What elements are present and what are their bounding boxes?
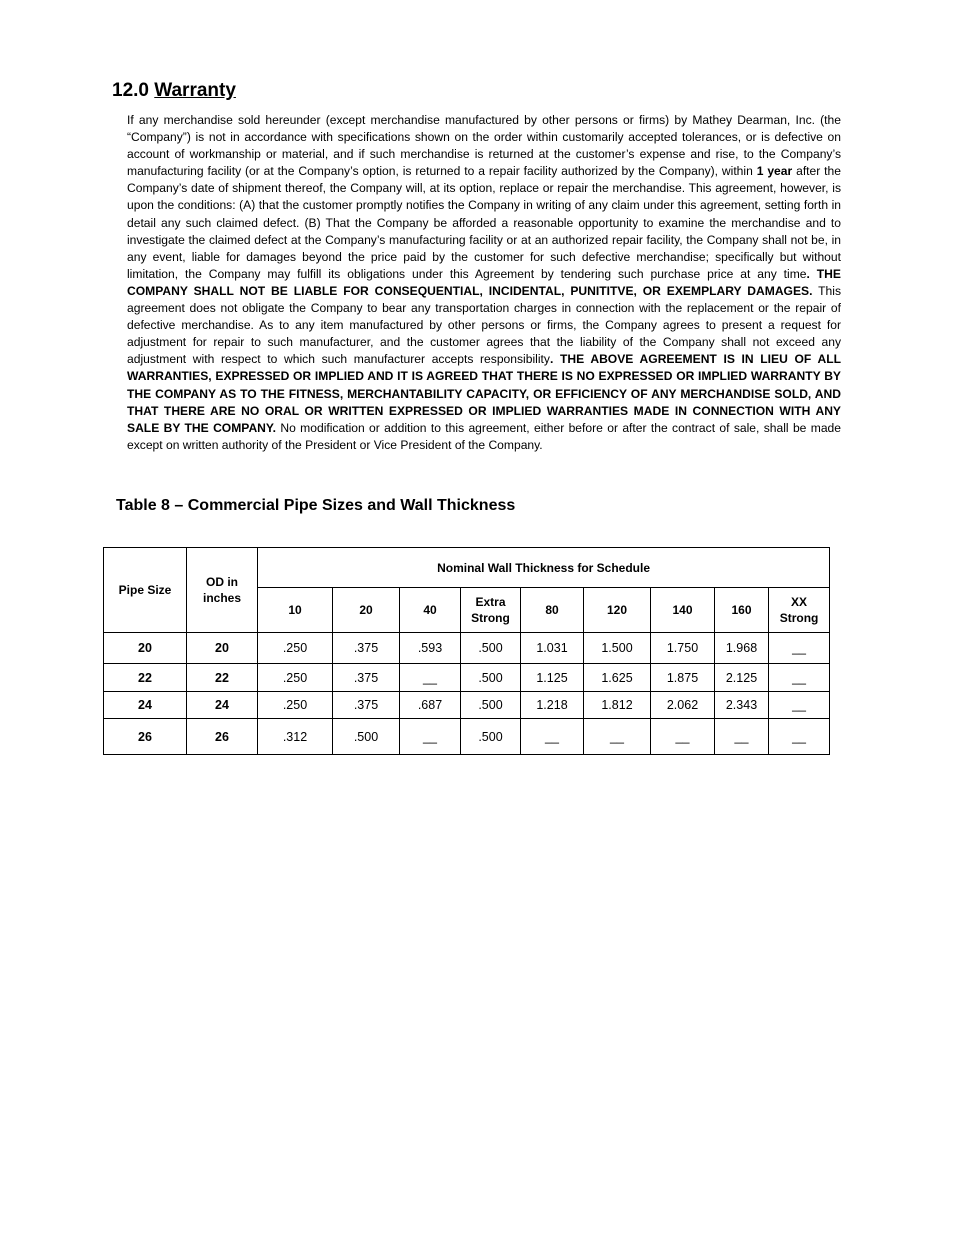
warranty-text-2: after the Company’s date of shipment thereof, the Company will, at its option, replace or repair the merchandise. This agreement, however, is upon the conditions: (A) that the customer promptly notifies the Company in writing of any claim under this agreement, setting forth in detail any such claimed defect. (B) That the Company be afforded a reasonable opportunity to examine the merchandise and to investigate the claimed defect at the Company’s manufacturing facility or at an authorized repair facility, the Company shall not be, in any event, liable for damages beyond the price paid by the customer for such defective merchandise; specifically but without limitation, the Company may fulfill its obligations under this Agreement by tendering such purchase price at any time [127, 164, 841, 281]
header-schedule: Extra Strong [461, 588, 521, 633]
cell-thickness: __ [400, 664, 461, 692]
cell-od: 20 [187, 633, 258, 664]
table-header-row [104, 548, 830, 588]
cell-thickness: 1.031 [521, 633, 584, 664]
cell-thickness: .250 [258, 692, 333, 719]
cell-thickness: __ [715, 719, 769, 755]
cell-thickness: .500 [461, 633, 521, 664]
cell-thickness: 1.218 [521, 692, 584, 719]
cell-thickness: 1.812 [584, 692, 651, 719]
cell-thickness: 1.968 [715, 633, 769, 664]
cell-thickness: __ [584, 719, 651, 755]
cell-thickness: .500 [333, 719, 400, 755]
cell-thickness: 1.125 [521, 664, 584, 692]
header-schedule-group: Nominal Wall Thickness for Schedule [258, 548, 830, 588]
header-schedule: 40 [400, 588, 461, 633]
cell-thickness: __ [769, 719, 830, 755]
cell-thickness: 1.875 [651, 664, 715, 692]
cell-thickness: 1.750 [651, 633, 715, 664]
cell-thickness: 2.125 [715, 664, 769, 692]
cell-od: 22 [187, 664, 258, 692]
section-title: Warranty [154, 80, 236, 101]
cell-thickness: .250 [258, 664, 333, 692]
header-schedule: 140 [651, 588, 715, 633]
cell-thickness: __ [769, 633, 830, 664]
cell-pipe-size: 24 [104, 692, 187, 719]
cell-thickness: .375 [333, 633, 400, 664]
cell-pipe-size: 22 [104, 664, 187, 692]
table-row [104, 719, 830, 755]
section-heading [112, 78, 236, 104]
cell-thickness: .593 [400, 633, 461, 664]
cell-thickness: __ [769, 664, 830, 692]
warranty-text-1: If any merchandise sold hereunder (except merchandise manufactured by other persons or firms) by Mathey Dearman, Inc. (the “Company”) is not in accordance with specifications shown on the order within customarily accepted tolerances, or is defective on account of workmanship or material, and if such merchandise is returned at the customer’s expense and rise, to the Company’s manufacturing facility (or at the Company’s option, is returned to a repair facility authorized by the Company), within [127, 113, 841, 179]
warranty-text-3: This agreement does not obligate the Company to bear any transportation charges in connection with the replacement or the repair of defective merchandise. As to any item manufactured by other persons or firms, the Company agrees to present a request for adjustment for repair to such manufacturer, and the customer agrees that the liability of the Company shall not exceed any adjustment with respect to which such manufacturer accepts responsibility [127, 283, 841, 367]
cell-thickness: .500 [461, 719, 521, 755]
table-caption: Table 8 – Commercial Pipe Sizes and Wall Thickness [116, 497, 516, 514]
cell-od: 24 [187, 692, 258, 719]
header-schedule: 20 [333, 588, 400, 633]
header-schedule: 120 [584, 588, 651, 633]
warranty-text-4: No modification or addition to this agreement, either before or after the contract of sale, shall be made except on written authority of the President or Vice President of the Company. [127, 420, 841, 452]
cell-thickness: .375 [333, 664, 400, 692]
cell-thickness: __ [651, 719, 715, 755]
table-row [104, 633, 830, 664]
cell-thickness: .312 [258, 719, 333, 755]
table-row [104, 692, 830, 719]
cell-thickness: 1.625 [584, 664, 651, 692]
cell-thickness: .250 [258, 633, 333, 664]
disclaimer-clause-bold: . THE ABOVE AGREEMENT IS IN LIEU OF ALL WARRANTIES, EXPRESSED OR IMPLIED AND IT IS AGREED THAT THERE IS NO EXPRESSED OR IMPLIED WARRANTY BY THE COMPANY AS TO THE FITNESS, MERCHANTABILITY CAPACITY, OR EFFICIENCY OF ANY MERCHANDISE SOLD, AND THAT THERE ARE NO ORAL OR WRITTEN EXPRESSED OR IMPLIED WARRANTIES MADE IN CONNECTION WITH ANY SALE BY THE COMPANY. [127, 352, 842, 435]
cell-thickness: 2.343 [715, 692, 769, 719]
cell-thickness: 2.062 [651, 692, 715, 719]
table-row [104, 664, 830, 692]
cell-thickness: __ [400, 719, 461, 755]
header-schedule: XX Strong [769, 588, 830, 633]
section-number: 12.0 [112, 80, 149, 101]
cell-thickness: __ [521, 719, 584, 755]
cell-thickness: .500 [461, 692, 521, 719]
header-schedule: 10 [258, 588, 333, 633]
pipe-sizes-table [103, 547, 830, 755]
liability-clause-bold: . THE COMPANY SHALL NOT BE LIABLE FOR CONSEQUENTIAL, INCIDENTAL, PUNITITVE, OR EXEMPLARY DAMAGES. [127, 266, 841, 298]
cell-od: 26 [187, 719, 258, 755]
cell-thickness: .375 [333, 692, 400, 719]
header-schedule: 160 [715, 588, 769, 633]
cell-pipe-size: 26 [104, 719, 187, 755]
warranty-term-bold: 1 year [756, 164, 793, 179]
header-od: OD in inches [187, 548, 258, 633]
cell-pipe-size: 20 [104, 633, 187, 664]
cell-thickness: .500 [461, 664, 521, 692]
cell-thickness: __ [769, 692, 830, 719]
header-pipe-size: Pipe Size [104, 548, 187, 633]
cell-thickness: .687 [400, 692, 461, 719]
warranty-paragraph [127, 112, 841, 454]
header-schedule: 80 [521, 588, 584, 633]
cell-thickness: 1.500 [584, 633, 651, 664]
